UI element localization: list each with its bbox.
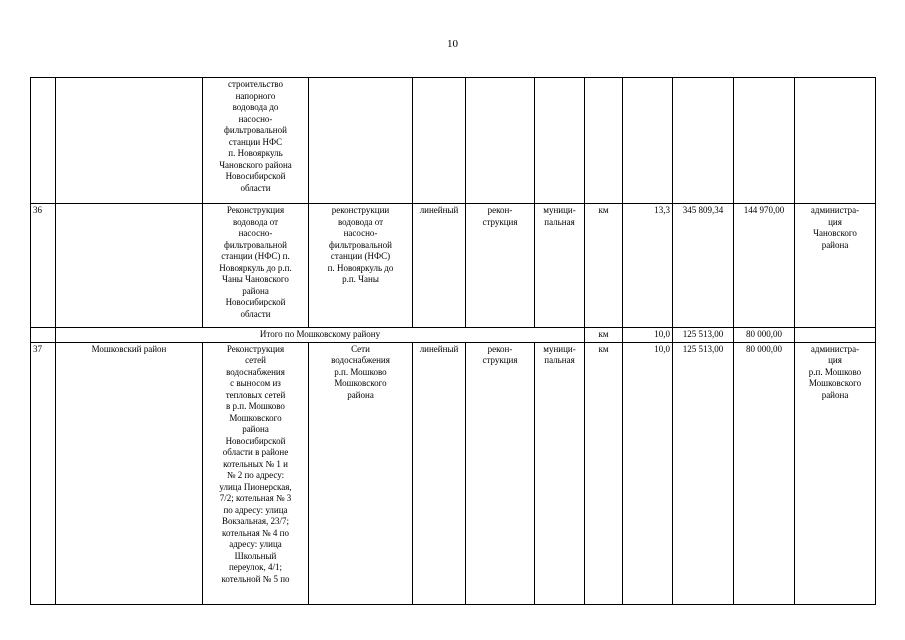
cost-total-cell [673, 78, 734, 204]
quantity-cell: 10,0 [623, 328, 673, 343]
row-number-cell: 37 [31, 342, 56, 604]
quantity-cell: 13,3 [623, 204, 673, 328]
object-cell [309, 78, 413, 204]
district-cell [56, 204, 203, 328]
customer-cell: администра- ция Чановского района [795, 204, 876, 328]
page-number: 10 [447, 38, 458, 50]
table-row [31, 342, 876, 604]
type-cell [413, 78, 466, 204]
cost-total-cell: 125 513,00 [673, 328, 734, 343]
type-cell: линейный [413, 204, 466, 328]
row-number-cell [31, 328, 56, 343]
customer-cell: администра- ция р.п. Мошково Мошковского района [795, 342, 876, 604]
table-row [31, 78, 876, 204]
cost-total-cell: 125 513,00 [673, 342, 734, 604]
work-cell [466, 78, 535, 204]
customer-cell [795, 78, 876, 204]
quantity-cell: 10,0 [623, 342, 673, 604]
work-cell: рекон- струкция [466, 342, 535, 604]
district-cell: Мошковский район [56, 342, 203, 604]
object-cell: Сети водоснабжения р.п. Мошково Мошковского района [309, 342, 413, 604]
district-cell [56, 78, 203, 204]
table-row [31, 204, 876, 328]
total-row [31, 328, 876, 343]
project-cell: строительство напорного водовода до насосно- фильтровальной станции НФС п. Новояркуль Чановского района Новосибирской области [203, 78, 309, 204]
unit-cell: км [585, 328, 623, 343]
data-table [30, 77, 876, 605]
object-cell: реконструкции водовода от насосно- фильтровальной станции (НФС) п. Новояркуль до р.п. Чаны [309, 204, 413, 328]
unit-cell [585, 78, 623, 204]
cost-part-cell [734, 78, 795, 204]
type-cell: линейный [413, 342, 466, 604]
unit-cell: км [585, 204, 623, 328]
ownership-cell [535, 78, 585, 204]
total-label-cell: Итого по Мошковскому району [56, 328, 585, 343]
row-number-cell: 36 [31, 204, 56, 328]
customer-cell [795, 328, 876, 343]
project-cell: Реконструкция сетей водоснабжения с выносом из тепловых сетей в р.п. Мошково Мошковского района Новосибирской области в районе котельных № 1 и № 2 по адресу: улица Пионерская, 7/2; котельная № 3 по адресу: улица Вокзальная, 23/7; котельная № 4 по адресу: улица Школьный переулок, 4/1; котельной № 5 по [203, 342, 309, 604]
cost-part-cell: 80 000,00 [734, 328, 795, 343]
cost-total-cell: 345 809,34 [673, 204, 734, 328]
cost-part-cell: 80 000,00 [734, 342, 795, 604]
row-number-cell [31, 78, 56, 204]
ownership-cell: муници- пальная [535, 204, 585, 328]
quantity-cell [623, 78, 673, 204]
unit-cell: км [585, 342, 623, 604]
work-cell: рекон- струкция [466, 204, 535, 328]
project-cell: Реконструкция водовода от насосно- фильтровальной станции (НФС) п. Новояркуль до р.п. Чаны Чановского района Новосибирской области [203, 204, 309, 328]
ownership-cell: муници- пальная [535, 342, 585, 604]
cost-part-cell: 144 970,00 [734, 204, 795, 328]
